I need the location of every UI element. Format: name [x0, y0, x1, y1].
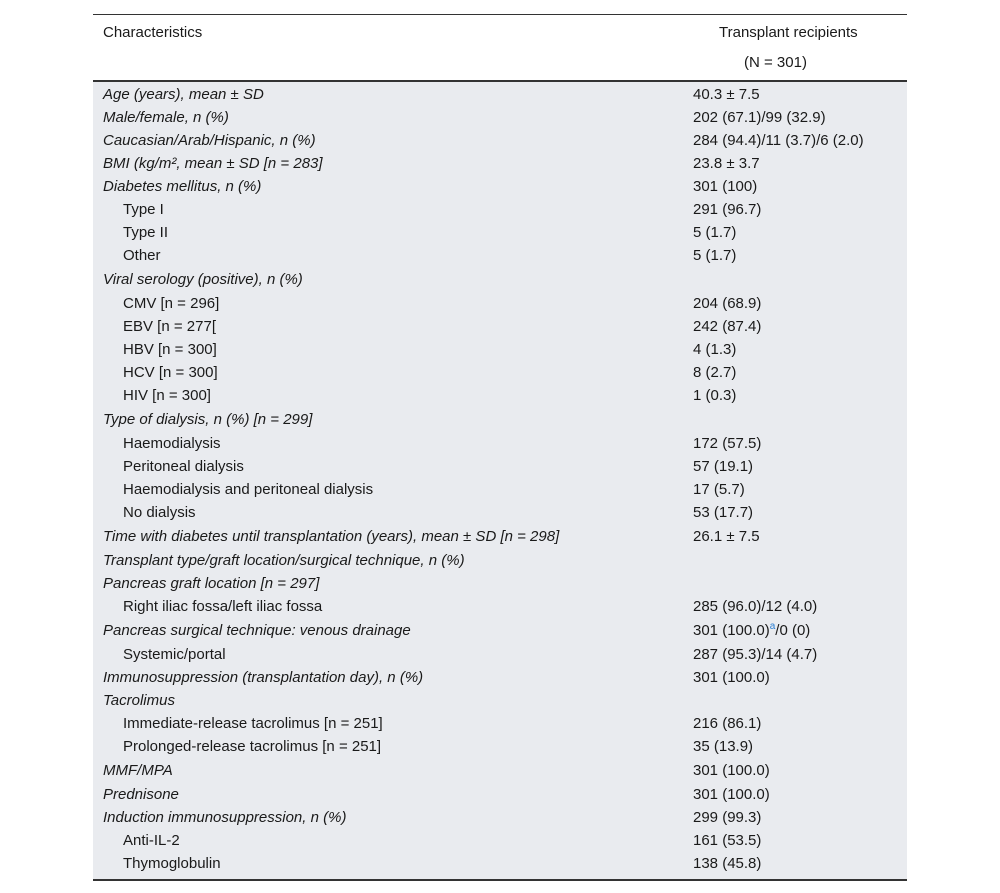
table-row — [93, 152, 907, 175]
row-value-tail: /0 (0) — [775, 622, 811, 639]
table-row — [93, 712, 907, 735]
row-value: 40.3 ± 7.5 — [693, 86, 760, 103]
row-value: 172 (57.5) — [693, 435, 762, 452]
table-row — [93, 806, 907, 829]
row-value: 301 (100.0) — [693, 762, 770, 779]
row-label: Pancreas graft location [n = 297] — [103, 575, 320, 592]
row-value: 242 (87.4) — [693, 318, 762, 335]
table-row — [93, 432, 907, 455]
row-value: 5 (1.7) — [693, 224, 737, 241]
table-row — [93, 595, 907, 618]
table-row — [93, 758, 907, 783]
row-label: MMF/MPA — [103, 762, 173, 779]
row-value: 35 (13.9) — [693, 738, 754, 755]
row-label: No dialysis — [123, 504, 196, 521]
row-value: 138 (45.8) — [693, 855, 762, 872]
row-value: 1 (0.3) — [693, 387, 737, 404]
table-row — [93, 83, 907, 106]
row-label: EBV [n = 277[ — [123, 318, 216, 335]
row-label: Peritoneal dialysis — [123, 458, 244, 475]
row-label: Time with diabetes until transplantation (years), mean ± SD [n = 298] — [103, 528, 560, 545]
row-label: Diabetes mellitus, n (%) — [103, 178, 262, 195]
table-row — [93, 829, 907, 852]
table-row — [93, 643, 907, 666]
table-row — [93, 783, 907, 806]
row-label: Haemodialysis — [123, 435, 221, 452]
row-label: Thymoglobulin — [123, 855, 221, 872]
row-value-main: 301 (100.0) — [693, 622, 770, 639]
header-sample-size: (N = 301) — [744, 54, 807, 71]
row-label: Viral serology (positive), n (%) — [103, 271, 303, 288]
row-value: 26.1 ± 7.5 — [693, 528, 760, 545]
characteristics-table — [93, 14, 907, 881]
row-value: 299 (99.3) — [693, 809, 762, 826]
row-value: 204 (68.9) — [693, 295, 762, 312]
row-label: Haemodialysis and peritoneal dialysis — [123, 481, 374, 498]
row-label: Tacrolimus — [103, 692, 175, 709]
row-label: Transplant type/graft location/surgical technique, n (%) — [103, 552, 465, 569]
table-row — [93, 292, 907, 315]
table-row — [93, 106, 907, 129]
row-label: Type I — [123, 201, 164, 218]
table-row — [93, 175, 907, 198]
row-label: HCV [n = 300] — [123, 364, 218, 381]
table-row — [93, 666, 907, 689]
row-value: 216 (86.1) — [693, 715, 762, 732]
row-label: Other — [123, 247, 161, 264]
row-value: 53 (17.7) — [693, 504, 754, 521]
table-row — [93, 852, 907, 875]
row-value: 291 (96.7) — [693, 201, 762, 218]
table-row — [93, 689, 907, 712]
row-value: 5 (1.7) — [693, 247, 737, 264]
row-value: 8 (2.7) — [693, 364, 737, 381]
row-value: 284 (94.4)/11 (3.7)/6 (2.0) — [693, 132, 864, 149]
row-label: BMI (kg/m², mean ± SD [n = 283] — [103, 155, 323, 172]
row-label: Anti-IL-2 — [123, 832, 180, 849]
row-label: Age (years), mean ± SD — [103, 86, 264, 103]
row-label: Type of dialysis, n (%) [n = 299] — [103, 411, 313, 428]
table-row — [93, 315, 907, 338]
row-label: Male/female, n (%) — [103, 109, 229, 126]
table-row — [93, 501, 907, 524]
table-row — [93, 735, 907, 758]
row-value: 301 (100) — [693, 178, 758, 195]
row-label: Pancreas surgical technique: venous drainage — [103, 622, 411, 639]
header-transplant-recipients: Transplant recipients — [719, 24, 858, 41]
table-row — [93, 129, 907, 152]
row-label: Type II — [123, 224, 169, 241]
header-characteristics: Characteristics — [103, 24, 203, 41]
row-label: CMV [n = 296] — [123, 295, 220, 312]
row-value: 301 (100.0) — [693, 786, 770, 803]
row-label: HIV [n = 300] — [123, 387, 211, 404]
row-label: Immediate-release tacrolimus [n = 251] — [123, 715, 383, 732]
table-row — [93, 549, 907, 572]
row-value: 301 (100.0) — [693, 669, 770, 686]
table-row — [93, 478, 907, 501]
table-row — [93, 618, 907, 643]
table-row — [93, 524, 907, 549]
table-row — [93, 455, 907, 478]
table-row — [93, 198, 907, 221]
table-row — [93, 267, 907, 292]
row-value: 4 (1.3) — [693, 341, 737, 358]
row-label: Prolonged-release tacrolimus [n = 251] — [123, 738, 382, 755]
row-label: Induction immunosuppression, n (%) — [103, 809, 347, 826]
row-value: 17 (5.7) — [693, 481, 745, 498]
row-value: 23.8 ± 3.7 — [693, 155, 760, 172]
table-row — [93, 384, 907, 407]
row-value: 57 (19.1) — [693, 458, 754, 475]
row-value: 161 (53.5) — [693, 832, 762, 849]
table-row — [93, 244, 907, 267]
row-label: Prednisone — [103, 786, 179, 803]
row-label: HBV [n = 300] — [123, 341, 217, 358]
table-row — [93, 221, 907, 244]
row-label: Immunosuppression (transplantation day), n (%) — [103, 669, 424, 686]
row-value: 285 (96.0)/12 (4.0) — [693, 598, 818, 615]
table-row — [93, 338, 907, 361]
row-value: 202 (67.1)/99 (32.9) — [693, 109, 826, 126]
table-row — [93, 572, 907, 595]
row-value — [683, 622, 810, 639]
table-body — [93, 82, 907, 881]
footnote-marker[interactable]: a — [769, 621, 776, 632]
row-label: Right iliac fossa/left iliac fossa — [123, 598, 323, 615]
row-value: 287 (95.3)/14 (4.7) — [693, 646, 818, 663]
table-header — [93, 14, 907, 82]
row-label: Systemic/portal — [123, 646, 226, 663]
table-row — [93, 361, 907, 384]
row-label: Caucasian/Arab/Hispanic, n (%) — [103, 132, 316, 149]
table-row — [93, 407, 907, 432]
